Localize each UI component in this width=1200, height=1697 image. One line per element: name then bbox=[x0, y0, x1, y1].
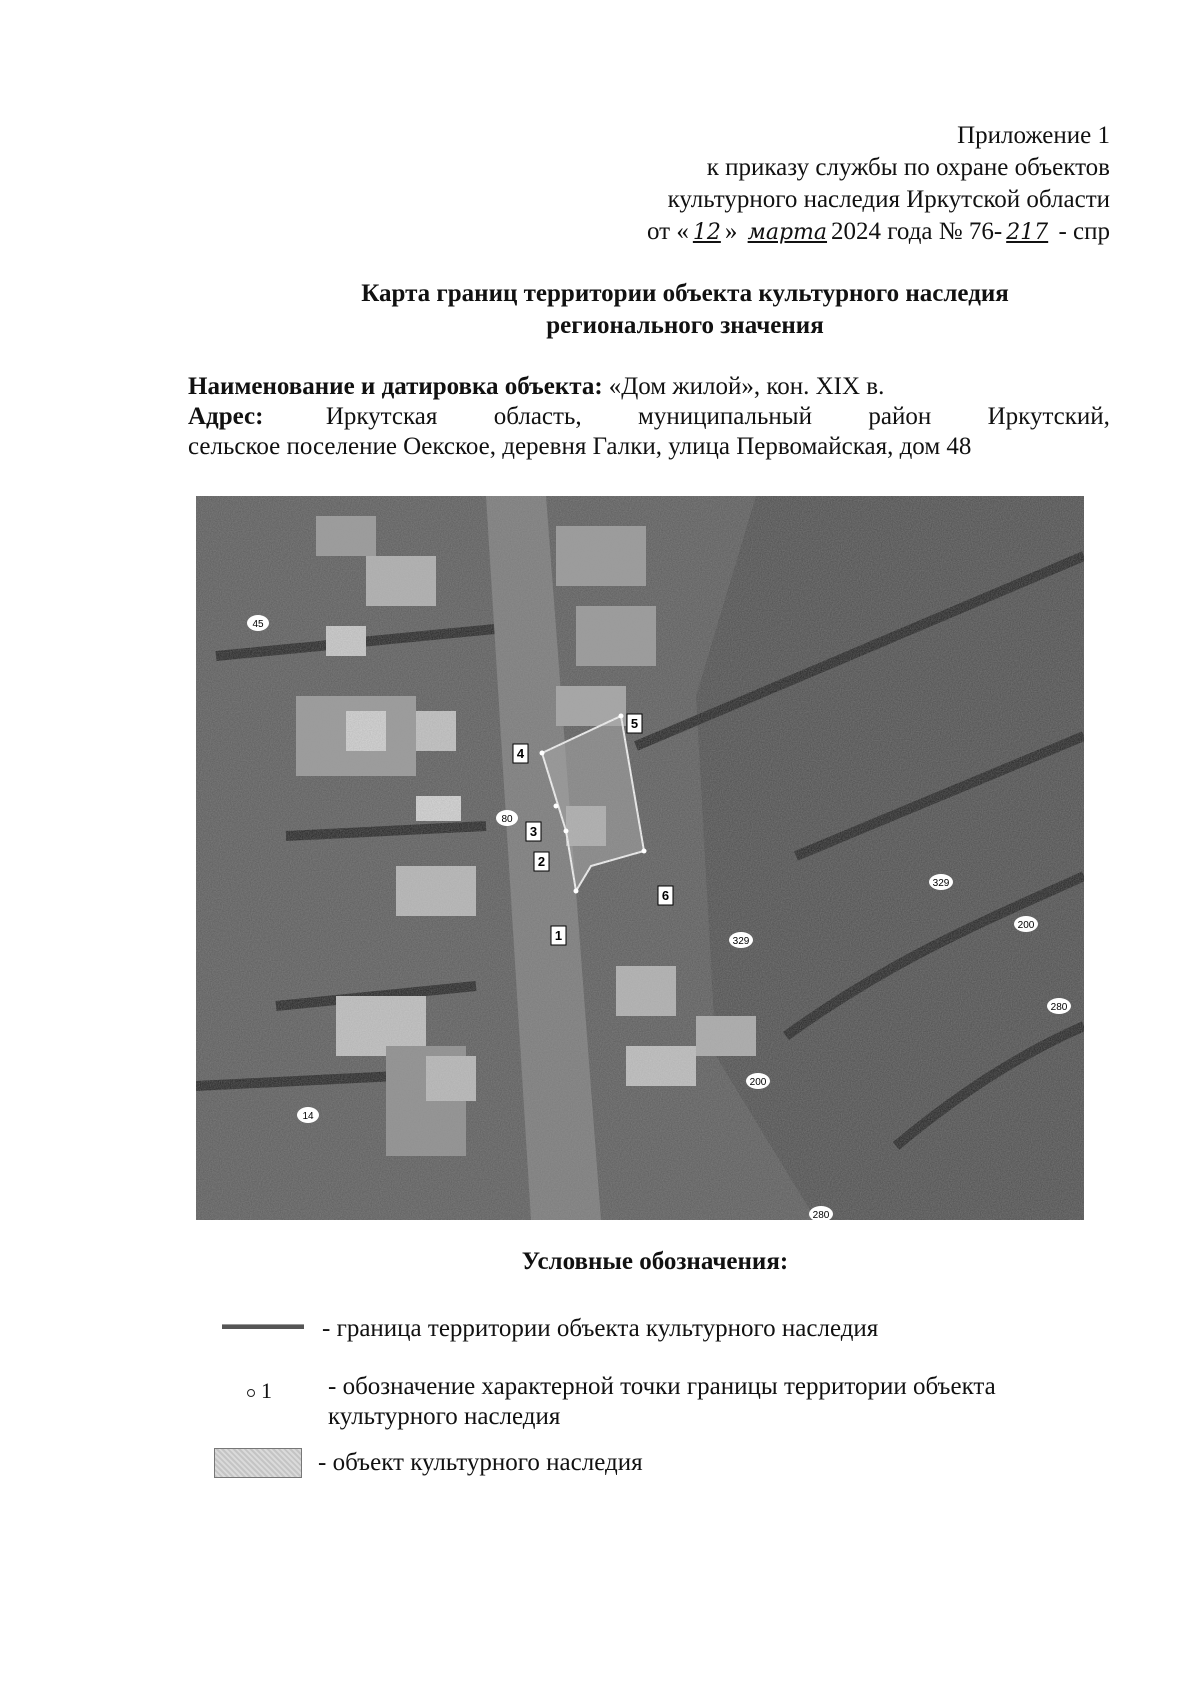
legend-object-swatch bbox=[214, 1448, 302, 1478]
parcel-badge bbox=[1014, 916, 1038, 932]
object-name-value: «Дом жилой», кон. XIX в. bbox=[608, 373, 885, 400]
address-word: район bbox=[868, 403, 932, 430]
address-label: Адрес: bbox=[188, 403, 264, 430]
point-dot bbox=[574, 889, 579, 894]
svg-text:200: 200 bbox=[749, 1077, 767, 1088]
svg-text:329: 329 bbox=[732, 936, 750, 947]
point-ring-icon bbox=[247, 1389, 255, 1397]
point-marker-2 bbox=[534, 852, 549, 871]
satellite-map bbox=[196, 496, 1084, 1220]
title-line-1: Карта границ территории объекта культурного наследия bbox=[361, 280, 1009, 307]
point-marker-5 bbox=[627, 714, 642, 733]
document-title bbox=[0, 278, 1200, 342]
point-label-4: 4 bbox=[516, 746, 525, 761]
parcel-badge bbox=[297, 1107, 319, 1123]
point-label-5: 5 bbox=[630, 716, 639, 731]
point-label-2: 2 bbox=[537, 854, 546, 869]
point-dot bbox=[554, 804, 559, 809]
point-dot bbox=[564, 829, 569, 834]
map-canvas bbox=[196, 496, 1084, 1220]
handwritten-month: марта bbox=[747, 220, 828, 245]
legend-boundary-text: - граница территории объекта культурного наследия bbox=[322, 1315, 879, 1342]
point-dot bbox=[619, 714, 624, 719]
appendix-line-3: культурного наследия Иркутской области bbox=[667, 186, 1110, 213]
date-suffix: 2024 года № 76- bbox=[831, 218, 1003, 245]
point-marker-4 bbox=[513, 744, 528, 763]
svg-text:14: 14 bbox=[302, 1111, 314, 1122]
point-marker-6 bbox=[658, 886, 673, 905]
appendix-date-line bbox=[647, 216, 1110, 249]
address-word: муниципальный bbox=[638, 403, 812, 430]
svg-text:329: 329 bbox=[932, 878, 950, 889]
svg-text:280: 280 bbox=[1050, 1002, 1068, 1013]
image-grain bbox=[196, 496, 1084, 1220]
address-line-1 bbox=[188, 402, 1110, 432]
appendix-line-2: к приказу службы по охране объектов bbox=[706, 154, 1110, 181]
appendix-line-1: Приложение 1 bbox=[957, 122, 1110, 149]
handwritten-number: 217 bbox=[1006, 220, 1049, 245]
point-dot bbox=[642, 849, 647, 854]
legend-boundary-swatch bbox=[222, 1324, 304, 1329]
legend-point-symbol: 1 bbox=[261, 1378, 272, 1403]
svg-text:45: 45 bbox=[252, 619, 264, 630]
point-label-1: 1 bbox=[554, 928, 563, 943]
point-label-3: 3 bbox=[529, 824, 538, 839]
legend-point-swatch bbox=[247, 1378, 272, 1404]
date-prefix: от « bbox=[647, 218, 689, 245]
parcel-badge bbox=[496, 810, 518, 826]
address-word: область, bbox=[493, 403, 582, 430]
parcel-badge bbox=[746, 1073, 770, 1089]
point-label-6: 6 bbox=[661, 888, 670, 903]
object-name-row bbox=[188, 372, 1110, 402]
legend-title: Условные обозначения: bbox=[521, 1248, 789, 1275]
parcel-badge bbox=[1047, 998, 1071, 1014]
object-name-label: Наименование и датировка объекта: bbox=[188, 373, 603, 400]
address-line-2: сельское поселение Оекское, деревня Галки, улица Первомайская, дом 48 bbox=[188, 433, 972, 460]
svg-text:200: 200 bbox=[1017, 920, 1035, 931]
number-suffix: - спр bbox=[1058, 218, 1110, 245]
point-marker-1 bbox=[551, 926, 566, 945]
parcel-badge bbox=[929, 874, 953, 890]
title-line-2: регионального значения bbox=[546, 312, 824, 339]
handwritten-day: 12 bbox=[692, 220, 721, 245]
point-marker-3 bbox=[526, 822, 541, 841]
address-word: Иркутская bbox=[325, 403, 438, 430]
parcel-badge bbox=[247, 615, 269, 631]
svg-text:280: 280 bbox=[812, 1210, 830, 1220]
appendix-header bbox=[647, 120, 1110, 249]
address-word: Иркутский, bbox=[987, 403, 1110, 430]
svg-text:80: 80 bbox=[501, 814, 513, 825]
point-dot bbox=[540, 751, 545, 756]
object-info bbox=[188, 372, 1110, 462]
legend-point-text: - обозначение характерной точки границы территории объекта культурного наследия bbox=[328, 1373, 996, 1430]
legend-object-text: - объект культурного наследия bbox=[318, 1449, 643, 1476]
date-mid: » bbox=[724, 218, 738, 245]
parcel-badge bbox=[729, 932, 753, 948]
